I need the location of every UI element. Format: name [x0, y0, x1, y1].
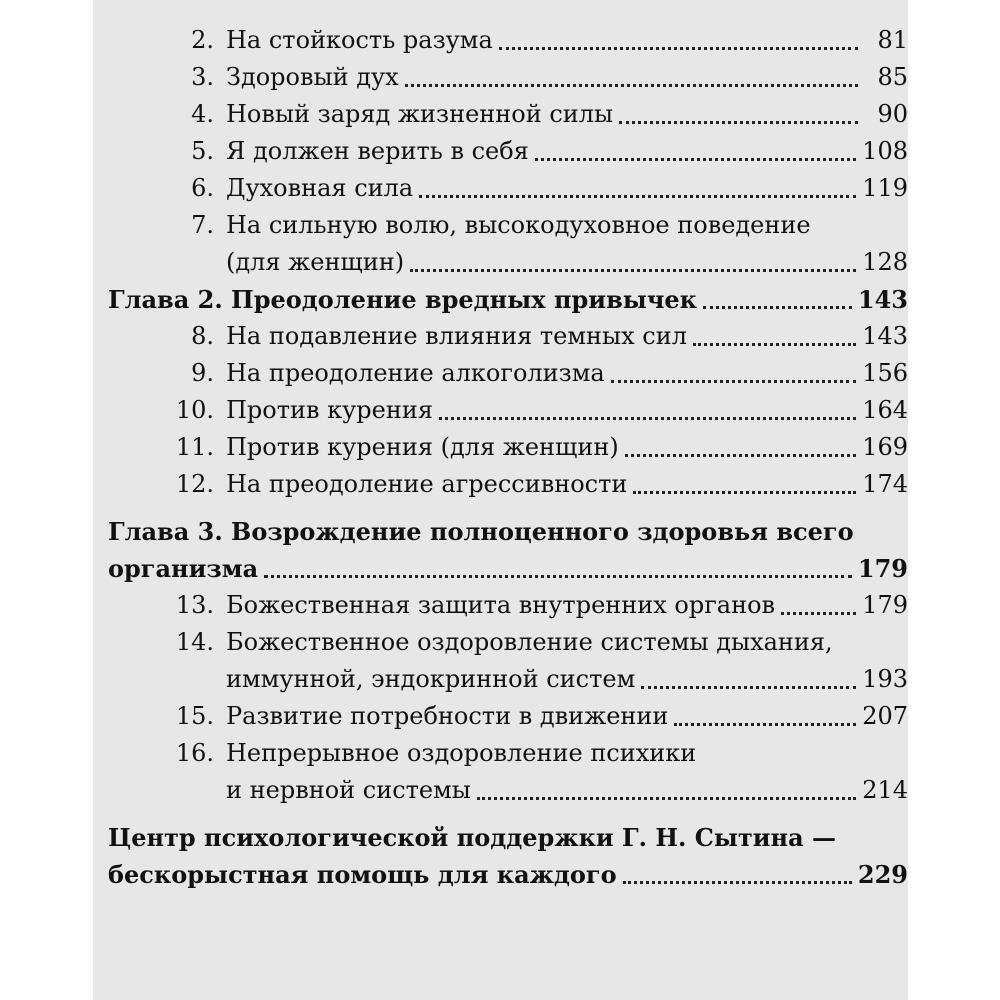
- entry-page: 90: [877, 100, 908, 128]
- dot-leader: [410, 269, 856, 272]
- entry-title: Духовная сила: [226, 174, 414, 202]
- entry-page: 169: [862, 433, 908, 461]
- entry-title: Божественное оздоровление системы дыхания,: [226, 628, 833, 656]
- entry-title: Здоровый дух: [226, 63, 399, 91]
- entry-number: 10.: [175, 396, 214, 424]
- entry-title: Против курения: [226, 396, 433, 424]
- entry-number: 13.: [175, 591, 214, 619]
- entry-number: 9.: [191, 359, 214, 387]
- toc-entry: [108, 429, 908, 466]
- entry-number: 15.: [175, 702, 214, 730]
- entry-title: Развитие потребности в движении: [226, 702, 669, 730]
- entry-number: 2.: [191, 26, 214, 54]
- chapter-heading: [108, 281, 908, 318]
- section-heading: Центр психологической поддержки Г. Н. Сытина —: [108, 823, 837, 852]
- toc-entry: [108, 698, 908, 735]
- chapter-heading: Глава 3. Возрождение полноценного здоровья всего: [108, 517, 854, 546]
- toc-entry: [108, 392, 908, 429]
- dot-leader: [439, 417, 856, 420]
- entry-title: Я должен верить в себя: [226, 137, 529, 165]
- dot-leader: [499, 47, 858, 50]
- table-of-contents: [108, 22, 908, 893]
- toc-entry-continuation: [108, 772, 908, 809]
- entry-page: 81: [877, 26, 908, 54]
- dot-leader: [781, 612, 856, 615]
- dot-leader: [674, 723, 856, 726]
- entry-number: 16.: [175, 739, 214, 767]
- chapter-title-continued: организма: [108, 554, 259, 583]
- entry-title: Против курения (для женщин): [226, 433, 619, 461]
- entry-page: 179: [862, 591, 908, 619]
- toc-entry: [108, 466, 908, 503]
- entry-page: 85: [877, 63, 908, 91]
- dot-leader: [625, 454, 856, 457]
- entry-page: 108: [862, 137, 908, 165]
- entry-title: Непрерывное оздоровление психики: [226, 739, 697, 767]
- section-page: 229: [857, 860, 908, 889]
- entry-page: 156: [862, 359, 908, 387]
- entry-page: 174: [862, 470, 908, 498]
- chapter-page: 179: [857, 554, 908, 583]
- dot-leader: [419, 195, 856, 198]
- entry-number: 12.: [175, 470, 214, 498]
- entry-title: Новый заряд жизненной силы: [226, 100, 614, 128]
- entry-number: 5.: [191, 137, 214, 165]
- entry-page: 193: [862, 665, 908, 693]
- toc-entry: [108, 587, 908, 624]
- toc-entry: [108, 59, 908, 96]
- entry-number: 14.: [175, 628, 214, 656]
- dot-leader: [535, 158, 856, 161]
- entry-title-continued: и нервной системы: [226, 776, 471, 804]
- entry-number: 3.: [191, 63, 214, 91]
- chapter-heading-continuation: [108, 550, 908, 587]
- dot-leader: [619, 121, 858, 124]
- entry-title: На стойкость разума: [226, 26, 493, 54]
- entry-title: На сильную волю, высокодуховное поведение: [226, 211, 811, 239]
- section-title-continued: бескорыстная помощь для каждого: [108, 860, 617, 889]
- dot-leader: [611, 380, 856, 383]
- toc-entry: [108, 624, 908, 661]
- dot-leader: [641, 686, 856, 689]
- toc-entry: [108, 96, 908, 133]
- toc-entry: [108, 207, 908, 244]
- entry-title: На преодоление алкоголизма: [226, 359, 605, 387]
- dot-leader: [264, 575, 852, 578]
- entry-title-continued: иммунной, эндокринной систем: [226, 665, 636, 693]
- dot-leader: [693, 343, 856, 346]
- chapter-title: Глава 2. Преодоление вредных привычек: [108, 285, 698, 314]
- entry-number: 7.: [191, 211, 214, 239]
- toc-entry: [108, 22, 908, 59]
- toc-entry-continuation: [108, 244, 908, 281]
- entry-number: 11.: [175, 433, 214, 461]
- entry-page: 143: [862, 322, 908, 350]
- dot-leader: [633, 491, 856, 494]
- entry-title: На преодоление агрессивности: [226, 470, 628, 498]
- entry-number: 6.: [191, 174, 214, 202]
- dot-leader: [477, 797, 856, 800]
- chapter-page: 143: [857, 285, 908, 314]
- toc-entry: [108, 133, 908, 170]
- entry-number: 4.: [191, 100, 214, 128]
- dot-leader: [405, 84, 858, 87]
- dot-leader: [623, 881, 852, 884]
- toc-entry: [108, 318, 908, 355]
- entry-page: 207: [862, 702, 908, 730]
- entry-page: 214: [862, 776, 908, 804]
- entry-page: 119: [862, 174, 908, 202]
- entry-page: 128: [862, 248, 908, 276]
- toc-entry: [108, 170, 908, 207]
- spacer: [108, 503, 908, 513]
- toc-entry: [108, 735, 908, 772]
- toc-entry-continuation: [108, 661, 908, 698]
- entry-page: 164: [862, 396, 908, 424]
- dot-leader: [703, 306, 852, 309]
- entry-title-continued: (для женщин): [226, 248, 405, 276]
- toc-entry: [108, 355, 908, 392]
- entry-number: 8.: [191, 322, 214, 350]
- entry-title: Божественная защита внутренних органов: [226, 591, 776, 619]
- spacer: [108, 809, 908, 819]
- entry-title: На подавление влияния темных сил: [226, 322, 687, 350]
- section-heading-continuation: [108, 856, 908, 893]
